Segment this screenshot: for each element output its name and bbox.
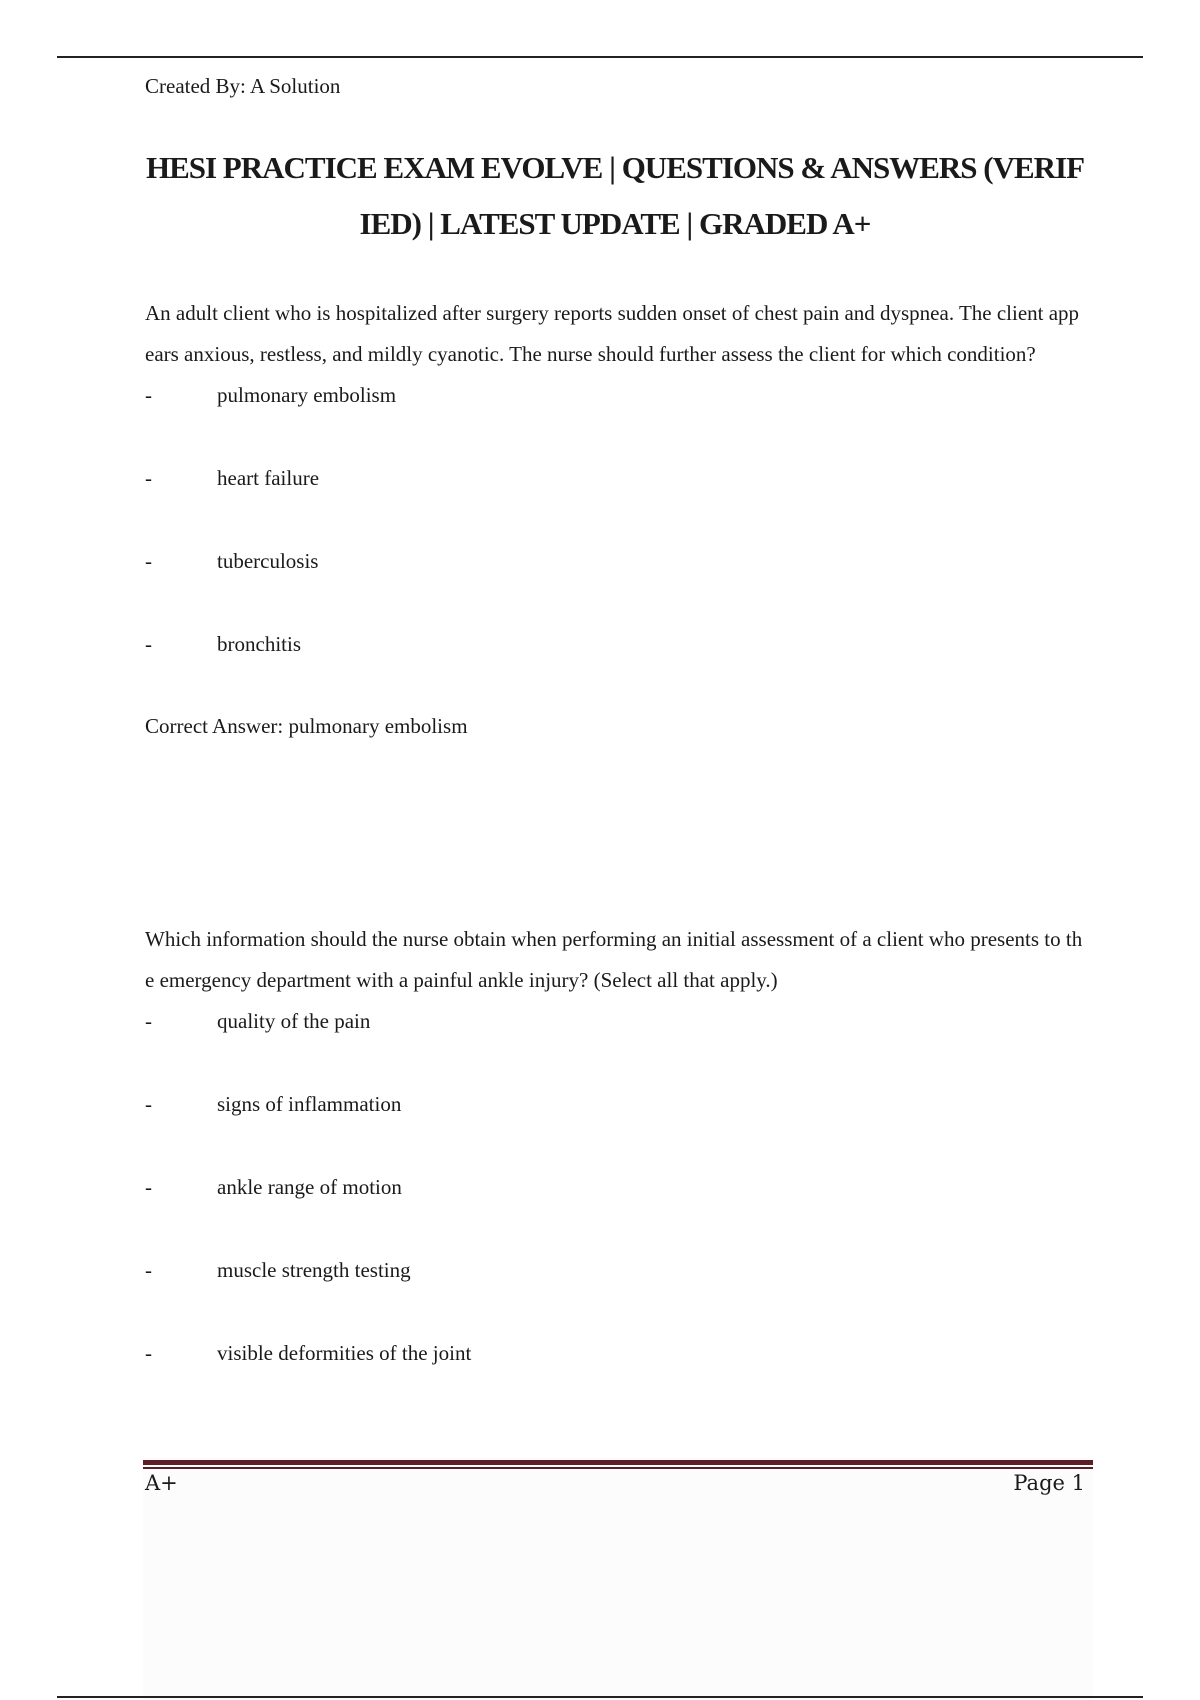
document-title: HESI PRACTICE EXAM EVOLVE | QUESTIONS & ANSWERS (VERIFIED) | LATEST UPDATE | GRADED A+ — [145, 150, 1085, 241]
option-text: quality of the pain — [217, 1009, 371, 1033]
option-bullet: - — [145, 1341, 152, 1365]
option-bullet: - — [145, 1258, 152, 1282]
option-text: muscle strength testing — [217, 1258, 411, 1282]
footer-rule — [143, 1460, 1093, 1465]
option-item — [145, 1001, 1085, 1084]
option-text: heart failure — [217, 466, 320, 490]
option-item — [145, 1333, 1085, 1416]
option-text: visible deformities of the joint — [217, 1341, 472, 1365]
option-item — [145, 1084, 1085, 1167]
option-bullet: - — [145, 466, 152, 490]
question-1 — [145, 293, 1085, 747]
page-number: Page 1 — [1013, 1471, 1085, 1495]
option-item — [145, 375, 1085, 458]
option-bullet: - — [145, 1092, 152, 1116]
author-line: Created By: A Solution — [145, 74, 341, 98]
correct-answer: Correct Answer: pulmonary embolism — [145, 714, 468, 738]
option-text: tuberculosis — [217, 549, 319, 573]
option-bullet: - — [145, 1175, 152, 1199]
footer-band — [143, 1457, 1093, 1700]
option-item — [145, 541, 1085, 624]
question-2 — [145, 919, 1085, 1416]
option-item — [145, 1167, 1085, 1250]
option-list — [145, 1001, 1085, 1416]
question-stem: An adult client who is hospitalized after surgery reports sudden onset of chest pain and dyspnea. The client appears anxious, restless, and mildly cyanotic. The nurse should further assess the client for which condition? — [145, 301, 1080, 366]
option-bullet: - — [145, 632, 152, 656]
option-text: signs of inflammation — [217, 1092, 402, 1116]
question-stem: Which information should the nurse obtain when performing an initial assessment of a client who presents to the emergency department with a painful ankle injury? (Select all that apply.) — [145, 927, 1083, 992]
option-text: pulmonary embolism — [217, 383, 397, 407]
option-item — [145, 624, 1085, 707]
option-item — [145, 458, 1085, 541]
option-item — [145, 1250, 1085, 1333]
option-bullet: - — [145, 549, 152, 573]
option-bullet: - — [145, 383, 152, 407]
option-text: ankle range of motion — [217, 1175, 402, 1199]
bottom-rule — [57, 1696, 1143, 1698]
top-rule — [57, 56, 1143, 58]
option-list — [145, 375, 1085, 707]
footer-rule-secondary — [143, 1467, 1093, 1469]
option-text: bronchitis — [217, 632, 301, 656]
footer-grade: A+ — [145, 1471, 178, 1495]
option-bullet: - — [145, 1009, 152, 1033]
